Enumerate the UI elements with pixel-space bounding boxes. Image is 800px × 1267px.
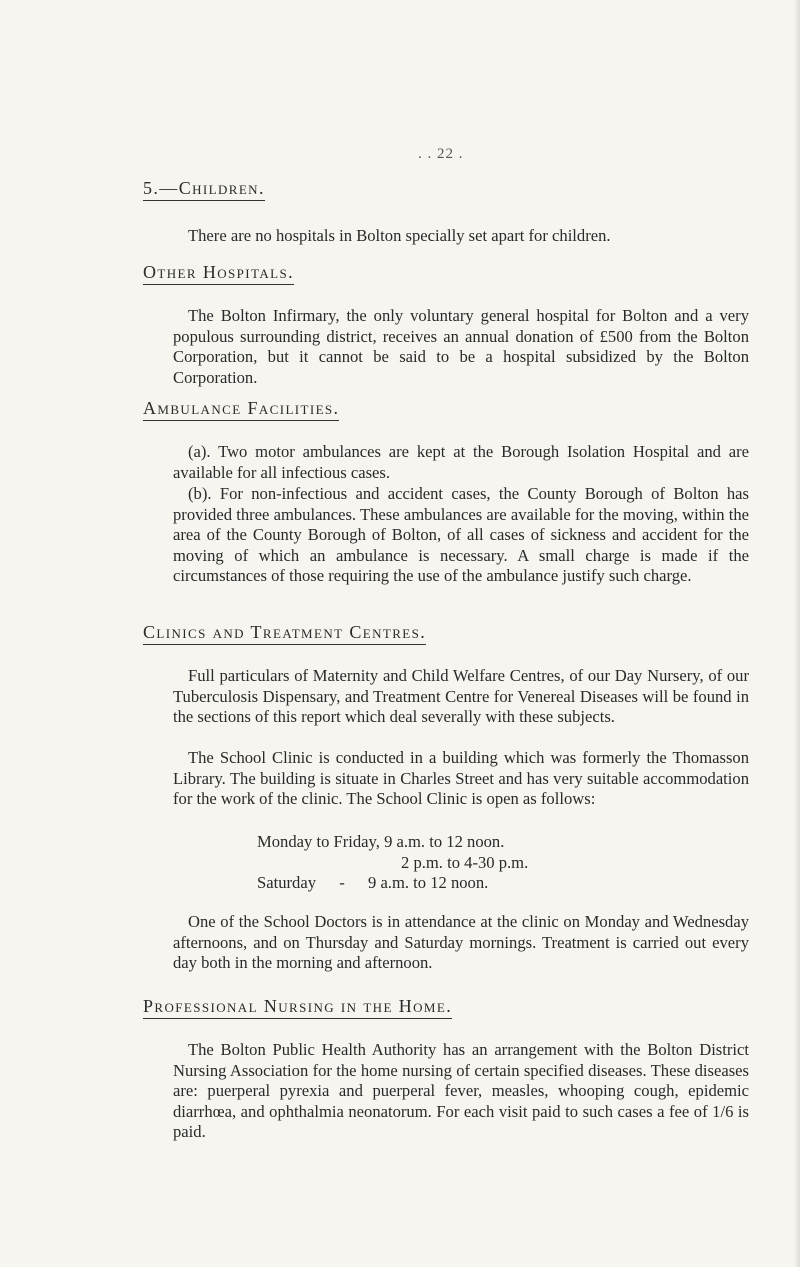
page-edge-shadow: [794, 0, 800, 1267]
other-hospitals-heading: Other Hospitals.: [143, 262, 294, 283]
other-hospitals-text: The Bolton Infirmary, the only voluntary general hospital for Bolton and a very populous surrounding district, receives an annual donation of £500 from the Bolton Corporation, but it cannot be said to be a hospital subsidized by the Bolton Corporation.: [173, 306, 749, 387]
clinics-para-3: One of the School Doctors is in attendance at the clinic on Monday and Wednesday afternoons, and on Thursday and Saturday mornings. Treatment is carried out every day both in the morning and afternoon.: [173, 912, 749, 972]
clinics-para-1: Full particulars of Maternity and Child Welfare Centres, of our Day Nursery, of our Tuberculosis Dispensary, and Treatment Centre for Venereal Diseases will be found in the sections of this report which deal severally with these subjects.: [173, 666, 749, 726]
ambulance-heading: Ambulance Facilities.: [143, 398, 339, 419]
schedule-weekday-morning: 9 a.m. to 12 noon.: [384, 832, 505, 851]
nursing-heading: Professional Nursing in the Home.: [143, 996, 452, 1017]
ambulance-para-a: (a). Two motor ambulances are kept at the Borough Isolation Hospital and are available for all infectious cases.: [173, 442, 749, 482]
clinics-heading: Clinics and Treatment Centres.: [143, 622, 426, 643]
clinic-schedule: [257, 832, 528, 894]
children-text: There are no hospitals in Bolton specially set apart for children.: [188, 226, 611, 245]
schedule-dash: -: [339, 873, 345, 892]
children-heading: 5.—Children.: [143, 178, 265, 199]
clinics-para-2: The School Clinic is conducted in a building which was formerly the Thomasson Library. The building is situate in Charles Street and has very suitable accommodation for the work of the clinic. The School Clinic is open as follows:: [173, 748, 749, 808]
schedule-saturday-time: 9 a.m. to 12 noon.: [368, 873, 489, 892]
ambulance-para-b: (b). For non-infectious and accident cases, the County Borough of Bolton has provided three ambulances. These ambulances are available for the moving, within the area of the County Borough of Bolton, of all cases of sickness and accident for the moving of which an ambulance is necessary. A small charge is made if the circumstances of those requiring the use of the ambulance justify such charge.: [173, 484, 749, 585]
schedule-saturday-label: Saturday: [257, 873, 316, 892]
nursing-text: The Bolton Public Health Authority has an arrangement with the Bolton District Nursing Association for the home nursing of certain specified diseases. These diseases are: puerperal pyrexia and puerperal fever, measles, whooping cough, epidemic diarrhœa, and ophthalmia neonatorum. For each visit paid to such cases a fee of 1/6 is paid.: [173, 1040, 749, 1141]
page-number: . . 22 .: [418, 146, 464, 162]
schedule-weekday-afternoon: 2 p.m. to 4-30 p.m.: [401, 852, 529, 872]
schedule-weekday-label: Monday to Friday,: [257, 832, 380, 851]
